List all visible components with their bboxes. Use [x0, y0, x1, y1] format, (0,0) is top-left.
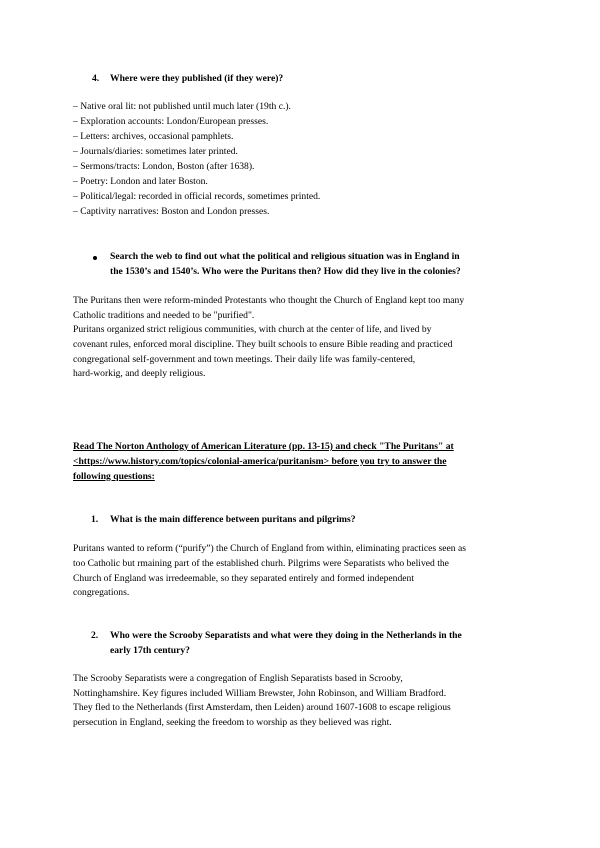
answer-line: They fled to the Netherlands (first Amsterdam, then Leiden) around 1607-1608 to escape religious [73, 702, 451, 713]
bullet-icon [93, 256, 97, 260]
instruction-link-line[interactable]: <https://www.history.com/topics/colonial-america/puritanism> before you try to answer the [73, 456, 447, 467]
answer-line: congregational self-government and town meetings. Their daily life was family-centered, [73, 354, 416, 365]
list-item: – Letters: archives, occasional pamphlets. [73, 131, 234, 142]
bullet-task-line: the 1530’s and 1540’s. Who were the Puritans then? How did they live in the colonies? [110, 266, 461, 277]
question-2-title: Who were the Scrooby Separatists and what were they doing in the Netherlands in the [110, 630, 462, 641]
question-4-title: Where were they published (if they were)? [110, 73, 284, 84]
list-item: – Political/legal: recorded in official records, sometimes printed. [73, 191, 321, 202]
answer-line: Puritans wanted to reform (“purify”) the Church of England from within, eliminating practices seen as [73, 543, 466, 554]
answer-line: The Puritans then were reform-minded Protestants who thought the Church of England kept too many [73, 295, 465, 306]
answer-line: The Scrooby Separatists were a congregation of English Separatists based in Scrooby, [73, 673, 403, 684]
bullet-task-line: Search the web to find out what the political and religious situation was in England in [110, 251, 460, 262]
question-2-number: 2. [91, 630, 99, 641]
question-4-number: 4. [92, 73, 100, 84]
answer-line: too Catholic but rmaining part of the established churh. Pilgrims were Separatists who belived the [73, 558, 449, 569]
question-2-title: early 17th century? [110, 645, 190, 656]
answer-line: Church of England was irredeemable, so they separated entirely and formed independent [73, 573, 414, 584]
instruction-line: Read The Norton Anthology of American Literature (pp. 13-15) and check "The Puritans" at [73, 441, 454, 452]
question-1-number: 1. [91, 514, 99, 525]
question-1-title: What is the main difference between puritans and pilgrims? [110, 514, 356, 525]
answer-line: congregations. [73, 587, 130, 598]
answer-line: Nottinghamshire. Key figures included William Brewster, John Robinson, and William Bradford. [73, 688, 447, 699]
answer-line: persecution in England, seeking the freedom to worship as they believed was right. [73, 717, 392, 728]
list-item: – Native oral lit: not published until much later (19th c.). [73, 101, 291, 112]
list-item: – Captivity narratives: Boston and London presses. [73, 206, 270, 217]
answer-line: covenant rules, enforced moral discipline. They built schools to ensure Bible reading and practiced [73, 339, 453, 350]
answer-line: Catholic traditions and needed to be "purified". [73, 310, 255, 321]
list-item: – Journals/diaries: sometimes later printed. [73, 146, 238, 157]
answer-line: Puritans organized strict religious communities, with church at the center of life, and lived by [73, 324, 432, 335]
answer-line: hard-workig, and deeply religious. [73, 368, 206, 379]
list-item: – Sermons/tracts: London, Boston (after 1638). [73, 161, 255, 172]
list-item: – Exploration accounts: London/European presses. [73, 116, 269, 127]
list-item: – Poetry: London and later Boston. [73, 176, 208, 187]
instruction-line: following questions: [73, 471, 155, 482]
